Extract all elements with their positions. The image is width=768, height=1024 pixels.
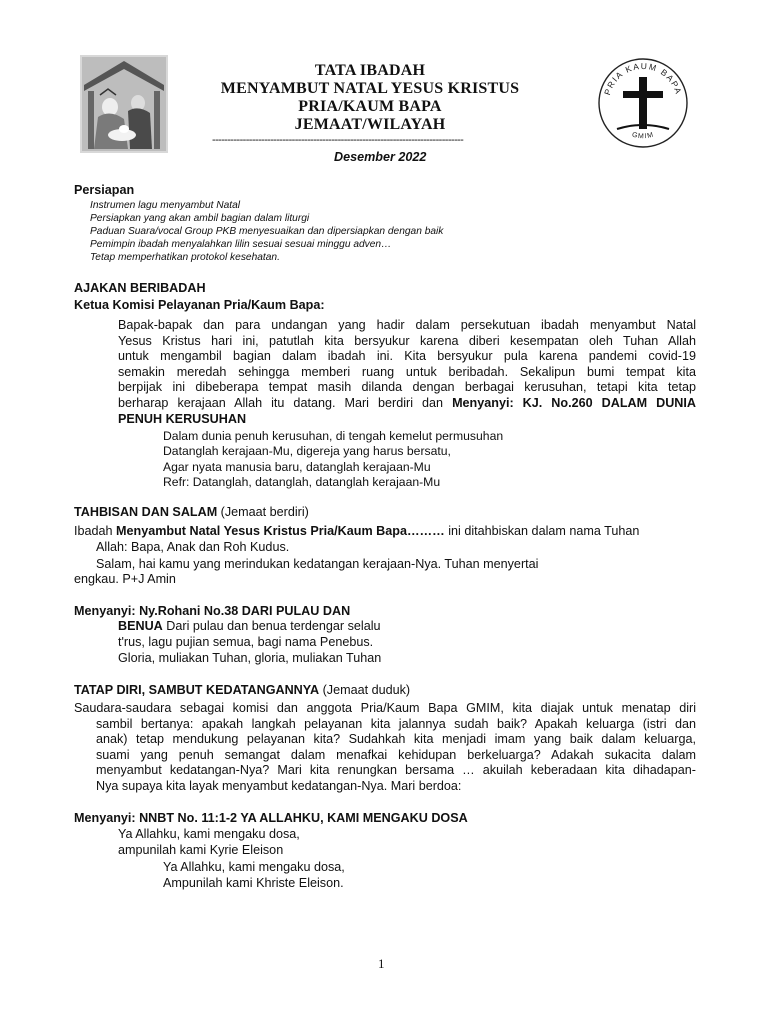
ajakan-speaker: Ketua Komisi Pelayanan Pria/Kaum Bapa:	[74, 298, 325, 312]
title-line-2: MENYAMBUT NATAL YESUS KRISTUS	[220, 80, 520, 97]
nyanyi1-heading: Menyanyi: Ny.Rohani No.38 DARI PULAU DAN	[74, 604, 351, 618]
page-number: 1	[378, 956, 385, 971]
title-line-1: TATA IBADAH	[314, 62, 426, 79]
tatap-heading-row	[74, 683, 410, 698]
tatap-heading: TATAP DIRI, SAMBUT KEDATANGANNYA	[74, 683, 320, 697]
pkb-logo	[595, 55, 691, 151]
ajakan-line: berpijak ini dibeberapa tempat masih dilanda dengan berbagai kerusuhan, tetapi kita tetap	[118, 380, 696, 395]
tahbisan-line-1: Ibadah Menyambut Natal Yesus Kristus Pria/Kaum Bapa……… ini ditahbiskan dalam nama Tuhan	[74, 524, 640, 538]
song-line: Datanglah kerajaan-Mu, digereja yang harus bersatu,	[163, 444, 451, 458]
tahbisan-line-2: Allah: Bapa, Anak dan Roh Kudus.	[96, 540, 290, 554]
nyanyi1-line-3: Gloria, muliakan Tuhan, gloria, muliakan Tuhan	[118, 651, 382, 665]
title-divider: ----------------------------------------------------------------------------------	[212, 134, 464, 146]
tatap-line: Nya supaya kita layak menyambut kedatangan-Nya. Mari berdoa:	[96, 778, 462, 793]
persiapan-heading: Persiapan	[74, 183, 135, 197]
tahbisan-heading-row	[74, 505, 309, 520]
title-line-3: PRIA/KAUM BAPA	[298, 98, 442, 115]
nyanyi2-line: ampunilah kami Kyrie Eleison	[118, 843, 284, 857]
ajakan-line: Yesus Kristus hari ini, patutlah kita bersyukur karena diberi kesempatan oleh Tuhan Allah	[118, 333, 696, 348]
ajakan-line: untuk mengambil bagian dalam ibadah ini. Kita bersyukur pula karena pandemi covid-19	[118, 349, 696, 364]
nyanyi1-line-2: t'rus, lagu pujian semua, bagi nama Penebus.	[118, 635, 374, 649]
tahbisan-heading: TAHBISAN DAN SALAM	[74, 505, 218, 519]
tatap-note: (Jemaat duduk)	[319, 683, 411, 697]
tatap-first-line: Saudara-saudara sebagai komisi dan anggota Pria/Kaum Bapa GMIM, kita diajak untuk menatap diri	[74, 701, 696, 715]
ajakan-heading: AJAKAN BERIBADAH	[74, 281, 206, 295]
ajakan-paragraph	[118, 318, 696, 427]
tahbisan-line-3: Salam, hai kamu yang merindukan kedatangan kerajaan-Nya. Tuhan menyertai	[96, 557, 539, 571]
persiapan-item: Tetap memperhatikan protokol kesehatan.	[90, 252, 280, 263]
nyanyi1-line-1: BENUA Dari pulau dan benua terdengar selalu	[118, 619, 381, 633]
title-line-4: JEMAAT/WILAYAH	[294, 116, 446, 133]
ajakan-line: Bapak-bapak dan para undangan yang hadir dalam persekutuan ibadah menyambut Natal	[118, 318, 696, 332]
nyanyi2-line: Ya Allahku, kami mengaku dosa,	[163, 860, 345, 874]
tatap-line: sambil bertanya: apakah langkah pelayanan kita jalannya sudah baik? Apakah keluarga (istri dan	[96, 716, 696, 731]
logo-bottom-text: GMIM	[631, 131, 655, 141]
song-line: Refr: Datanglah, datanglah, datanglah kerajaan-Mu	[163, 475, 441, 489]
ajakan-song-ref-cont: PENUH KERUSUHAN	[118, 411, 247, 426]
tatap-line: anak) tetap mendukung pelayanan kita? Sudahkah kita menjadi imam yang baik dalam keluarga,	[96, 732, 696, 747]
song-line: Dalam dunia penuh kerusuhan, di tengah kemelut permusuhan	[163, 429, 504, 443]
nativity-illustration	[80, 55, 168, 153]
persiapan-item: Pemimpin ibadah menyalahkan lilin sesuai sesuai minggu adven…	[90, 239, 392, 250]
persiapan-item: Persiapkan yang akan ambil bagian dalam liturgi	[90, 213, 310, 224]
tahbisan-note: (Jemaat berdiri)	[217, 505, 309, 519]
tatap-line: menyambut kedatangan-Nya? Mari kita renungkan bersama … akuilah keberadaan kita dihadapan-	[96, 763, 696, 778]
nyanyi2-heading: Menyanyi: NNBT No. 11:1-2 YA ALLAHKU, KAMI MENGAKU DOSA	[74, 811, 468, 825]
tahbisan-line-4: engkau. P+J Amin	[74, 572, 176, 586]
persiapan-item: Paduan Suara/vocal Group PKB menyesuaikan dan dipersiapkan dengan baik	[90, 226, 444, 237]
ajakan-line: semakin meredah sehingga memberi ruang untuk beribadah. Sekalipun bumi tempat kita	[118, 364, 696, 379]
song-line: Agar nyata manusia baru, datanglah kerajaan-Mu	[163, 460, 431, 474]
nyanyi2-line: Ya Allahku, kami mengaku dosa,	[118, 827, 300, 841]
tatap-line: suami yang penuh semangat dalam menafkai kehidupan berkeluarga? Adakah sukacita dalam	[96, 747, 696, 762]
persiapan-item: Instrumen lagu menyambut Natal	[90, 200, 241, 211]
logo-top-text: PRIA KAUM BAPA	[602, 60, 684, 97]
document-date: Desember 2022	[334, 150, 427, 164]
nyanyi2-line: Ampunilah kami Khriste Eleison.	[163, 876, 344, 890]
ajakan-line-last: berharap kerajaan Allah itu datang. Mari berdiri dan Menyanyi: KJ. No.260 DALAM DUNIA	[118, 395, 696, 410]
tatap-paragraph	[96, 717, 696, 795]
ajakan-song-ref: Menyanyi: KJ. No.260 DALAM DUNIA	[452, 395, 696, 410]
